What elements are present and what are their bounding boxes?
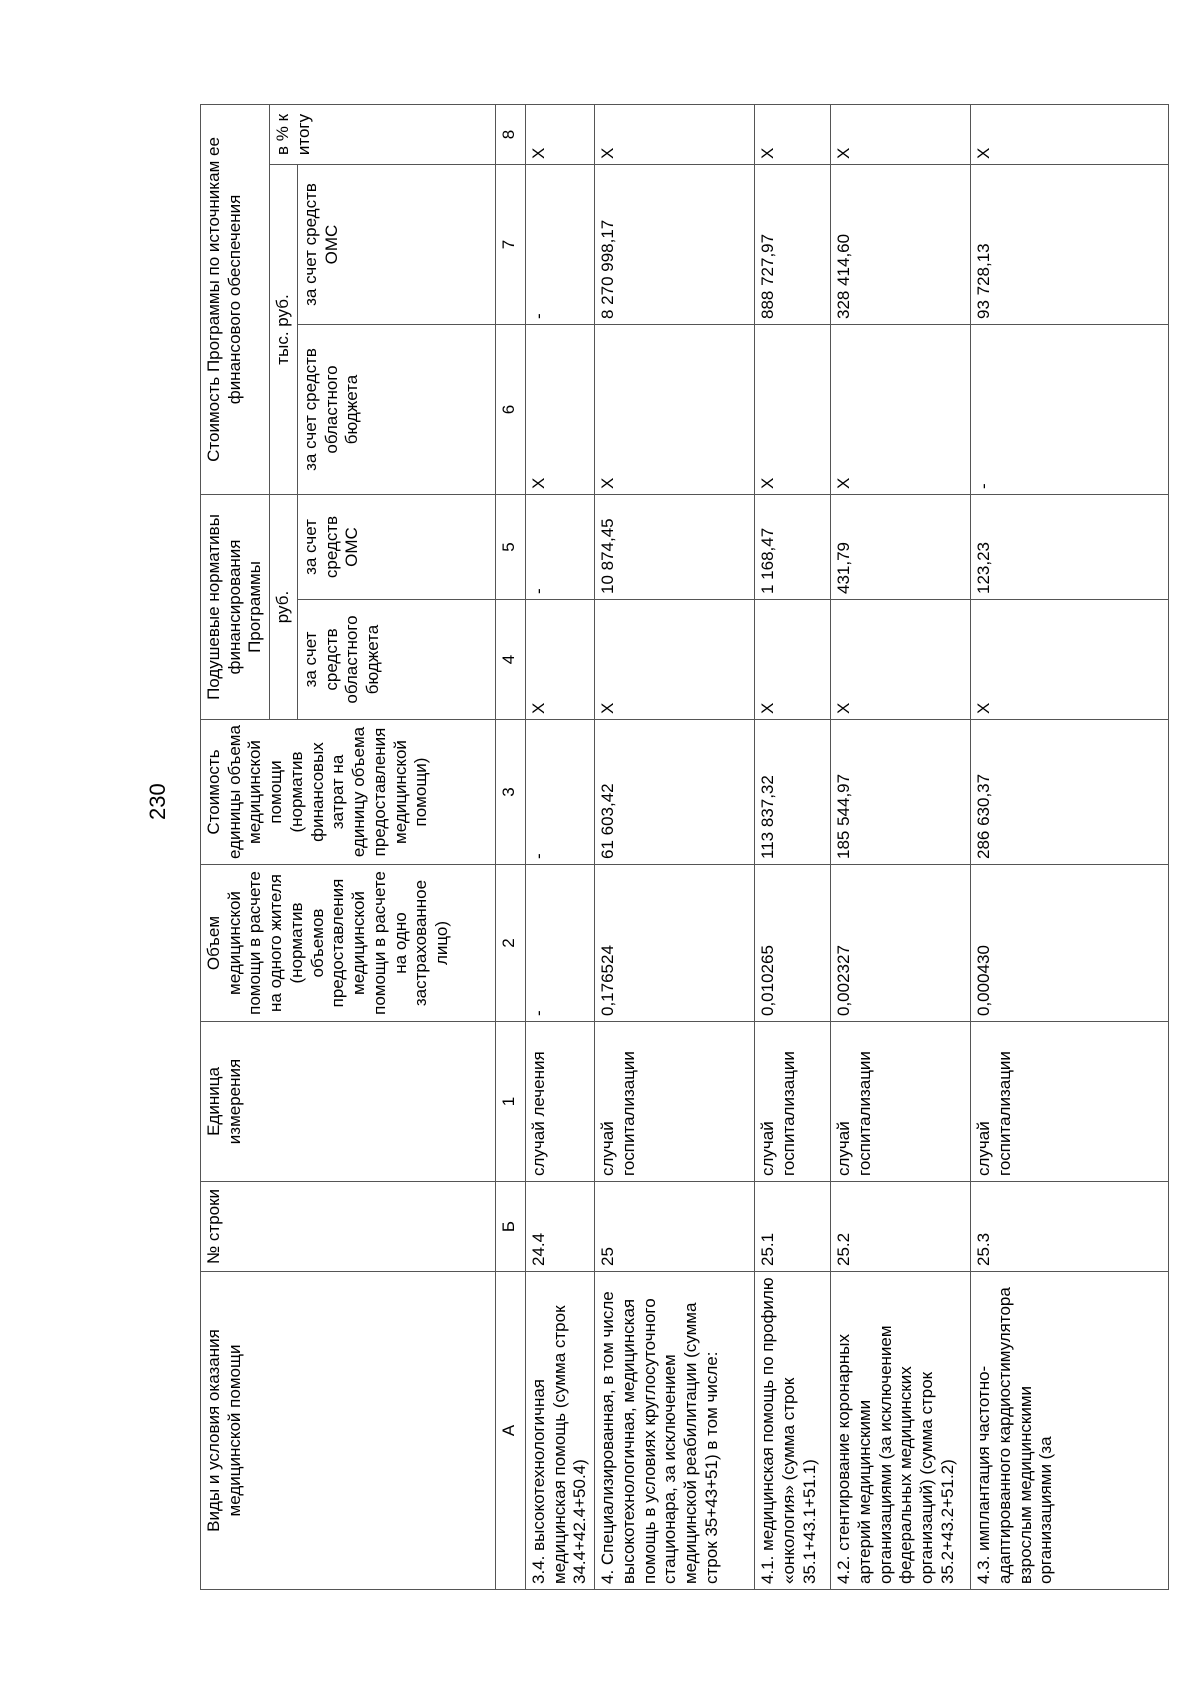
header-group-norms: Подушевые нормативы финансирования Программы	[201, 495, 270, 720]
index-cell: 1	[495, 1022, 525, 1182]
index-cell: 5	[495, 495, 525, 600]
row-name: 3.4. высокотехнологичная медицинская помощь (сумма строк 34.4+42.4+50.4)	[525, 1272, 594, 1590]
row-cost-oms: -	[525, 165, 594, 325]
row-norm-oms: 431,79	[831, 495, 971, 600]
row-name: 4.2. стентирование коронарных артерий медицинскими организациями (за исключением федеральных медицинских организаций) (сумма строк 35.2+43.2+51.2)	[831, 1272, 971, 1590]
header-col-7: за счет средств ОМС	[297, 165, 495, 325]
row-line: 25	[595, 1182, 755, 1272]
index-cell: 3	[495, 720, 525, 865]
row-norm-oms: 1 168,47	[755, 495, 831, 600]
row-percent: Х	[971, 104, 1169, 164]
row-norm-oms: 10 874,45	[595, 495, 755, 600]
index-cell: 2	[495, 865, 525, 1022]
row-unit-cost: 61 603,42	[595, 720, 755, 865]
row-unit-cost: 286 630,37	[971, 720, 1169, 865]
row-name: 4. Специализированная, в том числе высокотехнологичная, медицинская помощь в условиях круглосуточного стационара, за исключением медицинской реабилитации (сумма строк 35+43+51) в том числе:	[595, 1272, 755, 1590]
row-norm-oms: -	[525, 495, 594, 600]
row-cost-budget: Х	[755, 325, 831, 495]
row-unit: случай госпитализации	[755, 1022, 831, 1182]
index-cell: 8	[495, 104, 525, 164]
row-volume: 0,010265	[755, 865, 831, 1022]
row-cost-oms: 8 270 998,17	[595, 165, 755, 325]
row-unit-cost: -	[525, 720, 594, 865]
row-cost-budget: Х	[525, 325, 594, 495]
row-line: 25.3	[971, 1182, 1169, 1272]
row-cost-oms: 93 728,13	[971, 165, 1169, 325]
header-norms-unit: руб.	[270, 495, 298, 720]
row-percent: Х	[831, 104, 971, 164]
row-unit-cost: 185 544,97	[831, 720, 971, 865]
header-col-2: Объем медицинской помощи в расчете на одного жителя (норматив объемов предоставления медицинской помощи в расчете на одно застрахованное лицо)	[201, 865, 496, 1022]
row-unit-cost: 113 837,32	[755, 720, 831, 865]
page-number: 230	[145, 783, 170, 820]
table-row	[595, 104, 755, 1589]
index-cell: А	[495, 1272, 525, 1590]
row-cost-budget: Х	[595, 325, 755, 495]
header-col-4: за счет средств областного бюджета	[297, 600, 495, 720]
header-col-a: Виды и условия оказания медицинской помощи	[201, 1272, 496, 1590]
row-norm-budget: Х	[755, 600, 831, 720]
row-percent: Х	[595, 104, 755, 164]
header-row-1	[201, 104, 270, 1589]
row-norm-budget: Х	[971, 600, 1169, 720]
index-cell: 7	[495, 165, 525, 325]
row-unit: случай госпитализации	[595, 1022, 755, 1182]
index-cell: 6	[495, 325, 525, 495]
row-norm-budget: Х	[595, 600, 755, 720]
row-unit: случай госпитализации	[971, 1022, 1169, 1182]
row-volume: 0,002327	[831, 865, 971, 1022]
header-cost-unit: тыс. руб.	[270, 165, 298, 495]
row-cost-budget: -	[971, 325, 1169, 495]
row-unit: случай госпитализации	[831, 1022, 971, 1182]
header-col-6: за счет средств областного бюджета	[297, 325, 495, 495]
header-col-5: за счет средств ОМС	[297, 495, 495, 600]
row-norm-budget: Х	[525, 600, 594, 720]
table-row	[525, 104, 594, 1589]
table-row	[831, 104, 971, 1589]
row-volume: 0,176524	[595, 865, 755, 1022]
header-col-8: в % к итогу	[270, 104, 496, 164]
header-col-1: Единица измерения	[201, 1022, 496, 1182]
header-group-cost: Стоимость Программы по источникам ее финансового обеспечения	[201, 104, 270, 494]
row-volume: 0,000430	[971, 865, 1169, 1022]
header-col-b: № строки	[201, 1182, 496, 1272]
row-line: 25.1	[755, 1182, 831, 1272]
row-percent: Х	[525, 104, 594, 164]
index-cell: Б	[495, 1182, 525, 1272]
index-cell: 4	[495, 600, 525, 720]
row-norm-budget: Х	[831, 600, 971, 720]
program-cost-table	[200, 104, 1169, 1590]
row-volume: -	[525, 865, 594, 1022]
row-norm-oms: 123,23	[971, 495, 1169, 600]
row-line: 25.2	[831, 1182, 971, 1272]
row-cost-budget: Х	[831, 325, 971, 495]
table-row	[971, 104, 1169, 1589]
table-row	[755, 104, 831, 1589]
row-unit: случай лечения	[525, 1022, 594, 1182]
row-percent: Х	[755, 104, 831, 164]
header-col-3: Стоимость единицы объема медицинской помощи (норматив финансовых затрат на единицу объема предоставления медицинской помощи)	[201, 720, 496, 865]
row-name: 4.1. медицинская помощь по профилю «онкология» (сумма строк 35.1+43.1+51.1)	[755, 1272, 831, 1590]
rotated-table-wrapper	[200, 105, 1150, 1590]
row-cost-oms: 888 727,97	[755, 165, 831, 325]
column-index-row	[495, 104, 525, 1589]
row-line: 24.4	[525, 1182, 594, 1272]
row-cost-oms: 328 414,60	[831, 165, 971, 325]
row-name: 4.3. имплантация частотно-адаптированного кардиостимулятора взрослым медицинскими организациями (за	[971, 1272, 1169, 1590]
